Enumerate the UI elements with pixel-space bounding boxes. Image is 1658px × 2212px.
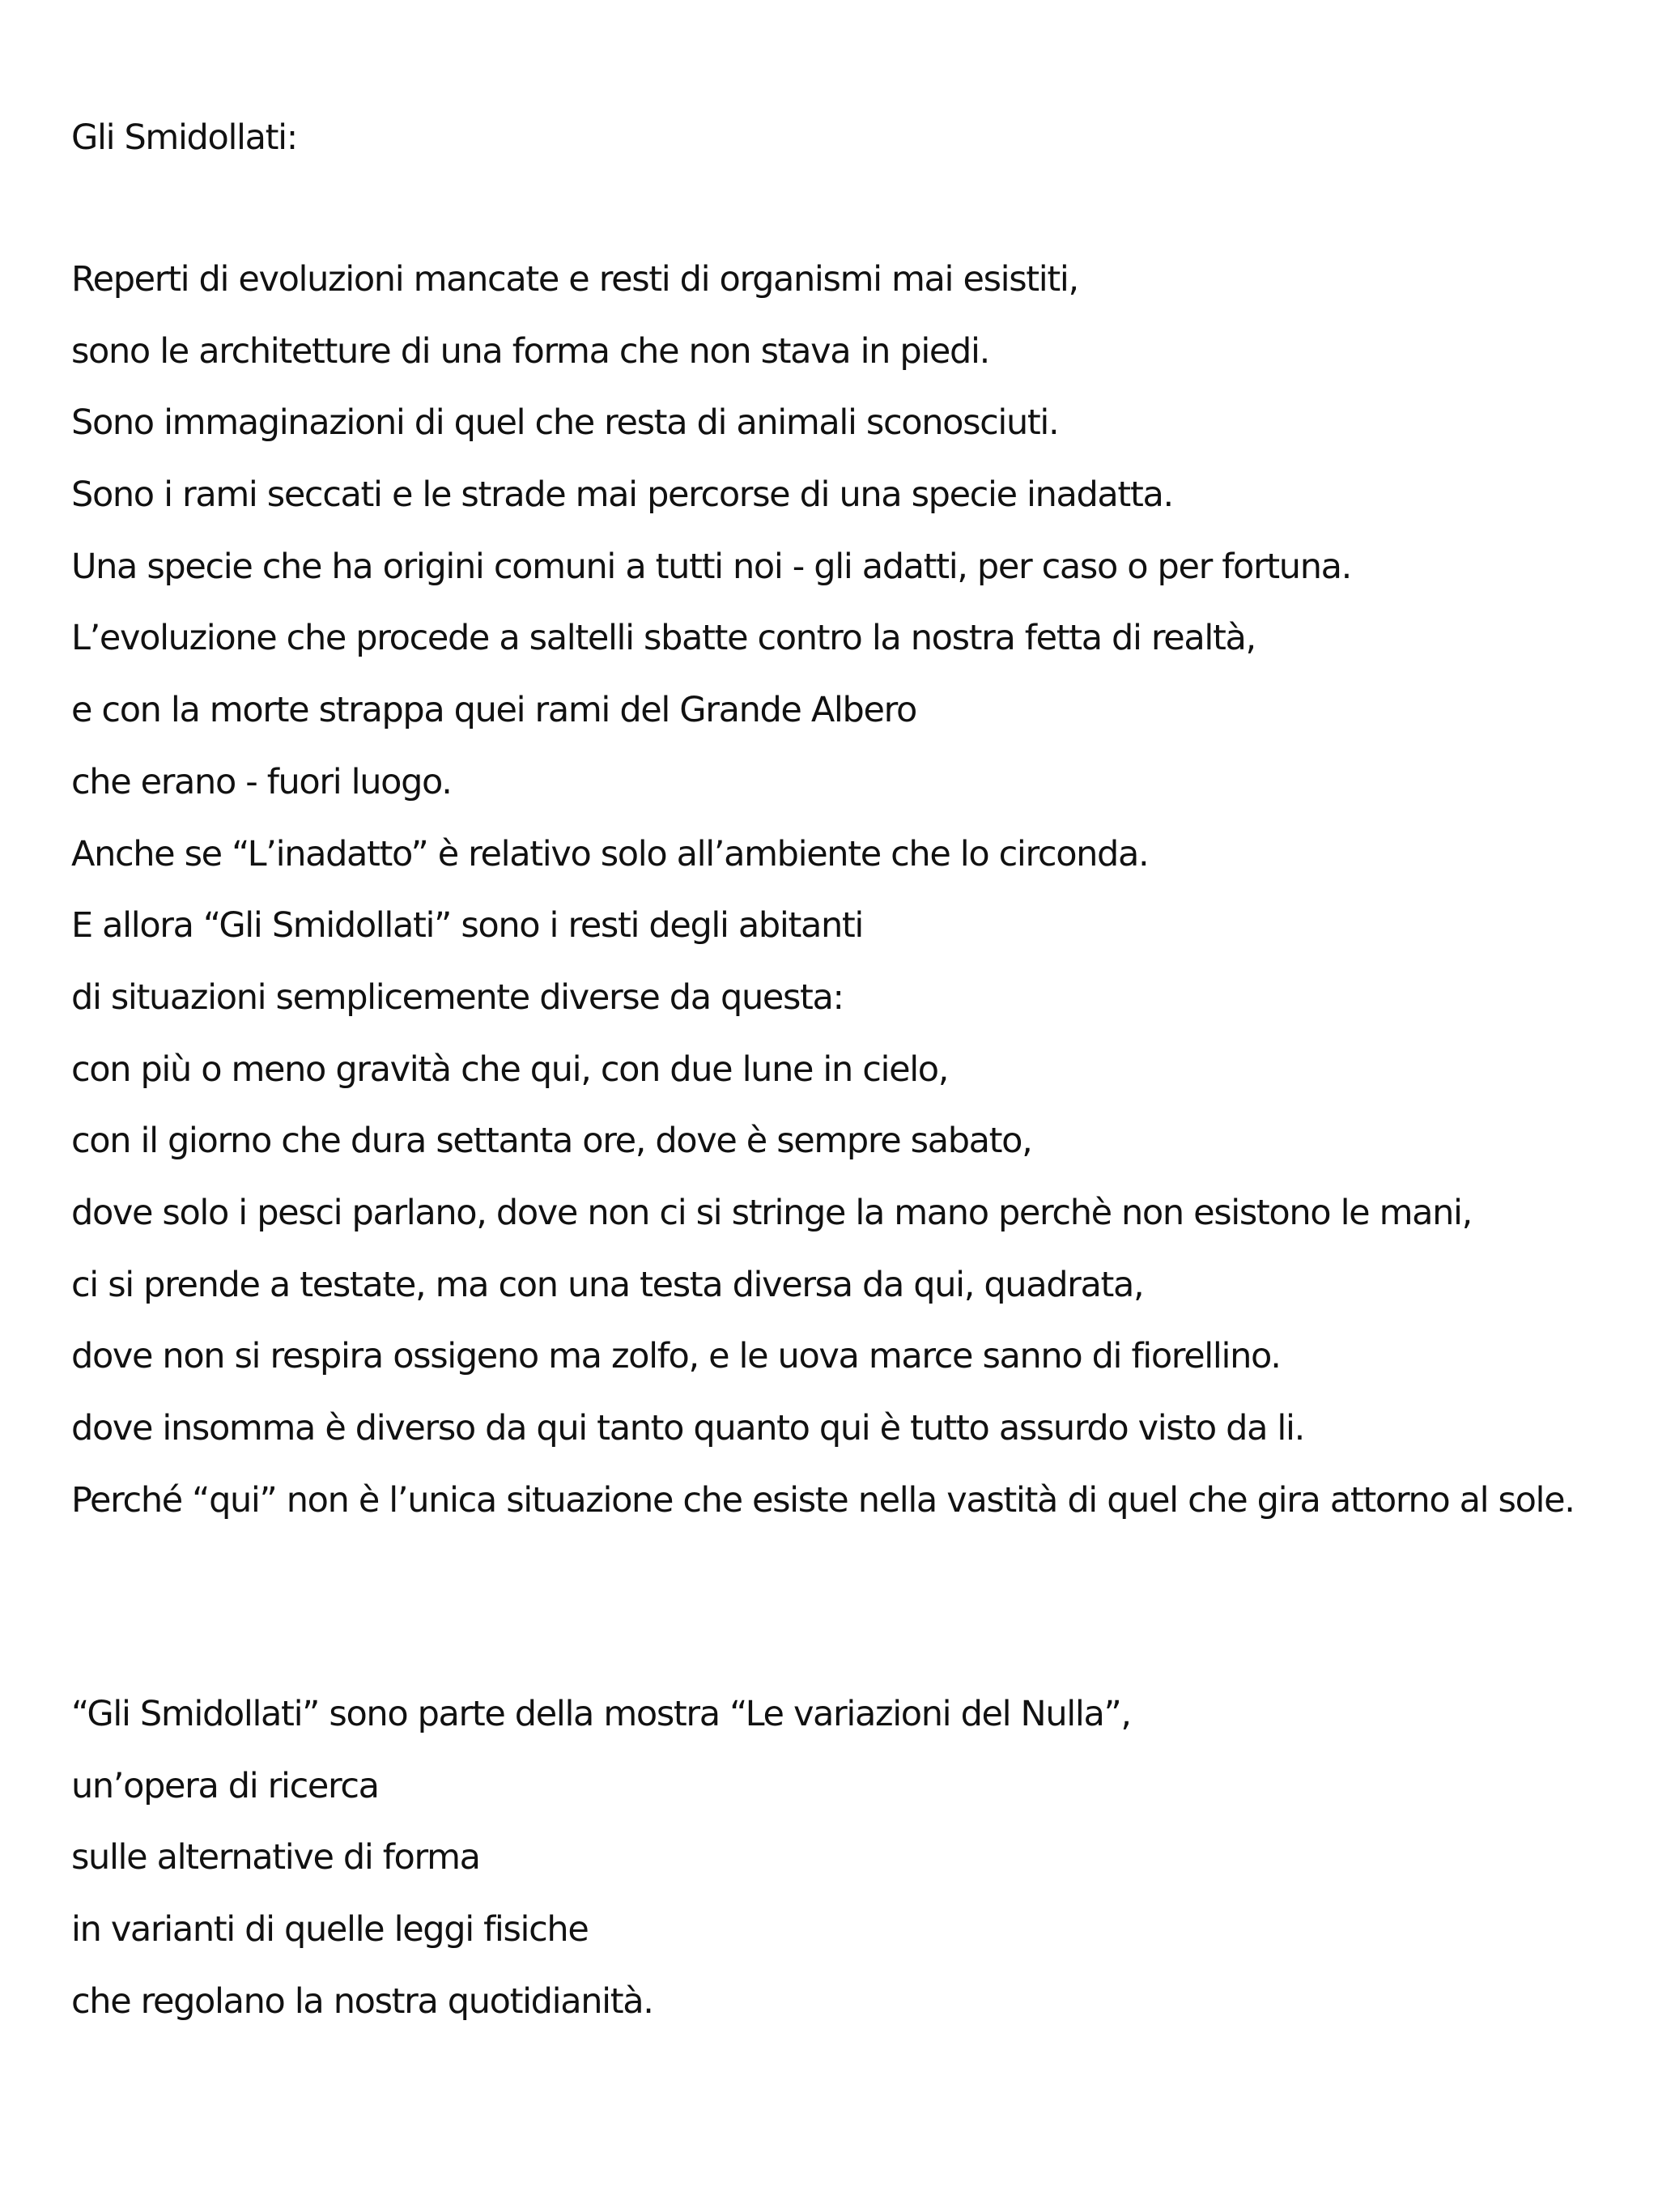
document-title-block xyxy=(71,102,1634,174)
poem-line: Sono immaginazioni di quel che resta di animali sconosciuti. xyxy=(71,402,1059,444)
poem-line: di situazioni semplicemente diverse da questa: xyxy=(71,976,844,1018)
poem-line: Sono i rami seccati e le strade mai percorse di una specie inadatta. xyxy=(71,474,1173,516)
document-title: Gli Smidollati: xyxy=(71,117,297,158)
poem-line: dove solo i pesci parlano, dove non ci si stringe la mano perchè non esistono le mani, xyxy=(71,1192,1472,1233)
note-line: che regolano la nostra quotidianità. xyxy=(71,1980,653,2022)
poem-line: ci si prende a testate, ma con una testa diversa da qui, quadrata, xyxy=(71,1264,1144,1305)
poem-line: Una specie che ha origini comuni a tutti noi - gli adatti, per caso o per fortuna. xyxy=(71,546,1351,587)
note-line: “Gli Smidollati” sono parte della mostra “Le variazioni del Nulla”, xyxy=(71,1694,1131,1734)
note-line: sulle alternative di forma xyxy=(71,1837,480,1878)
poem-line: e con la morte strappa quei rami del Grande Albero xyxy=(71,690,916,731)
poem-line: L’evoluzione che procede a saltelli sbatte contro la nostra fetta di realtà, xyxy=(71,618,1256,659)
poem-line: E allora “Gli Smidollati” sono i resti degli abitanti xyxy=(71,905,863,946)
poem-line: con più o meno gravità che qui, con due lune in cielo, xyxy=(71,1049,949,1090)
poem-line: dove insomma è diverso da qui tanto quanto qui è tutto assurdo visto da li. xyxy=(71,1408,1304,1448)
poem-line: Reperti di evoluzioni mancate e resti di organismi mai esistiti, xyxy=(71,259,1078,300)
poem-line: dove non si respira ossigeno ma zolfo, e le uova marce sanno di fiorellino. xyxy=(71,1336,1281,1377)
poem-line: con il giorno che dura settanta ore, dove è sempre sabato, xyxy=(71,1121,1032,1162)
note-line: in varianti di quelle leggi fisiche xyxy=(71,1909,589,1950)
poem-text xyxy=(71,244,1634,1536)
note-line: un’opera di ricerca xyxy=(71,1765,379,1806)
poem-line: che erano - fuori luogo. xyxy=(71,761,452,802)
poem-line: Anche se “L’inadatto” è relativo solo all’ambiente che lo circonda. xyxy=(71,833,1149,874)
poem-line: sono le architetture di una forma che non stava in piedi. xyxy=(71,330,989,372)
poem-line: Perché “qui” non è l’unica situazione che esiste nella vastità di quel che gira attorno al sole. xyxy=(71,1479,1575,1521)
exhibition-note xyxy=(71,1678,1634,2037)
